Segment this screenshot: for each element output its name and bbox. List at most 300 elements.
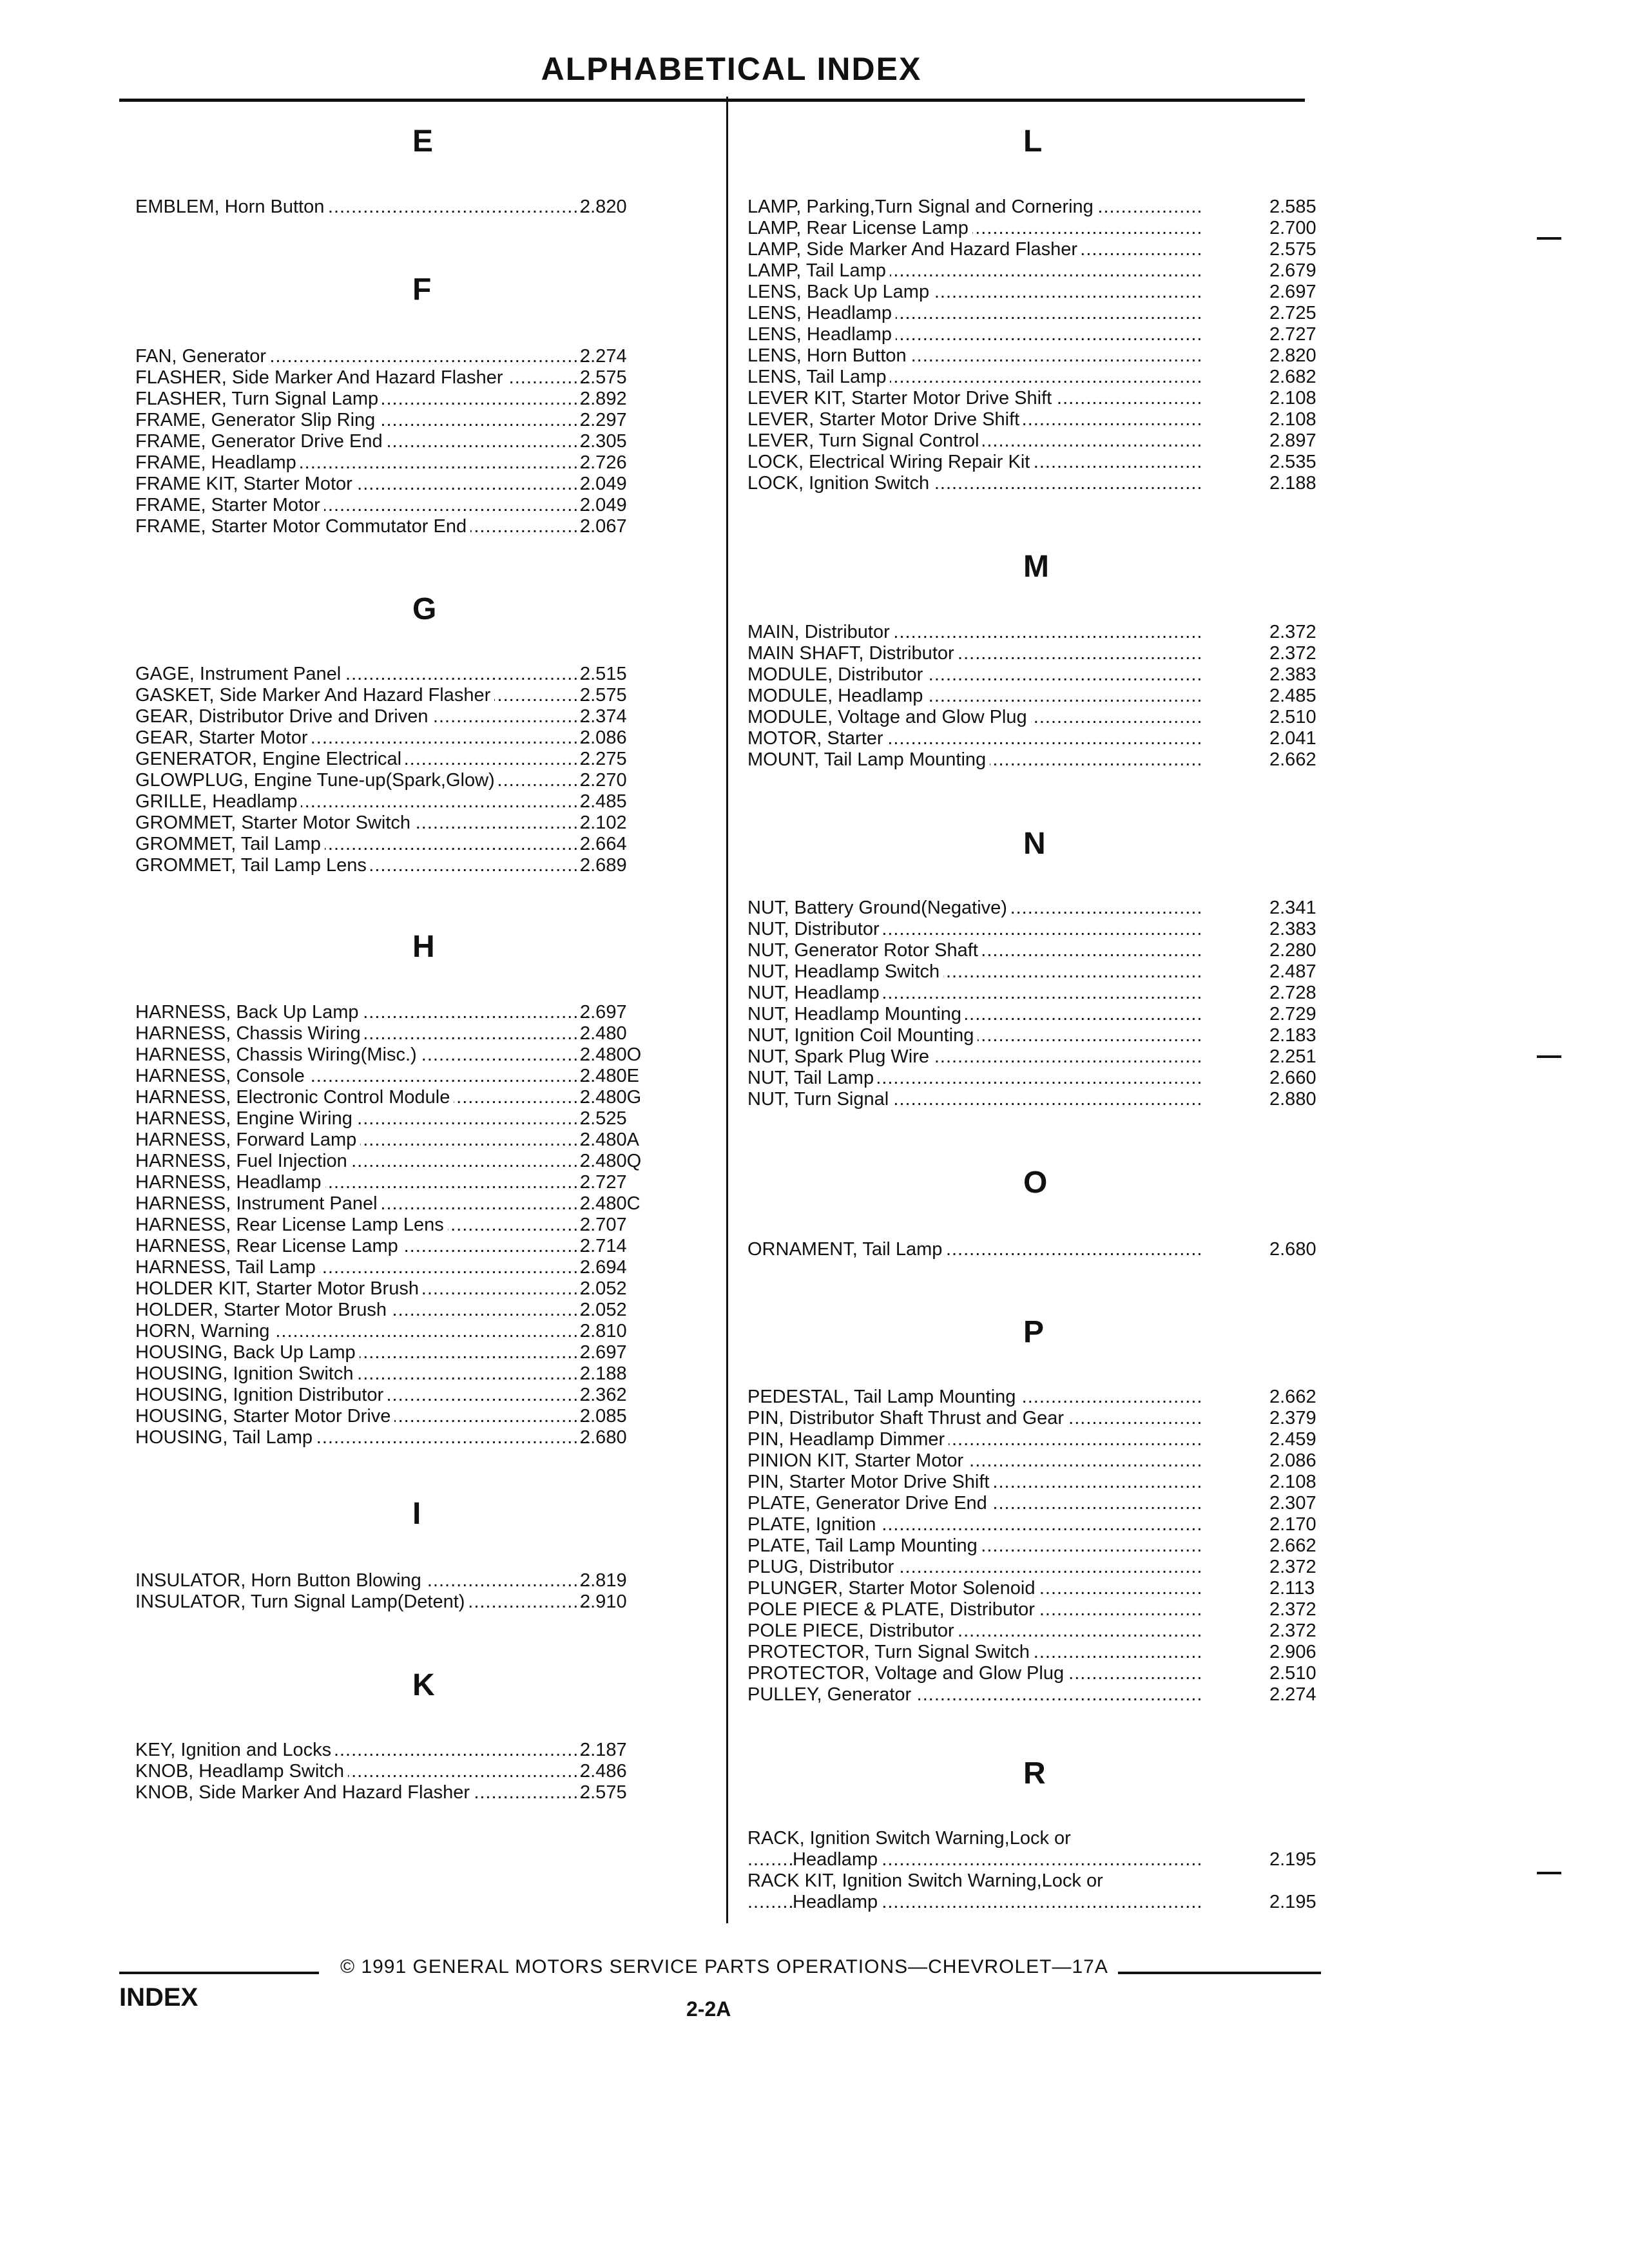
entry-page: 2.535: [1269, 452, 1316, 472]
entry-page: 2.480C: [580, 1193, 641, 1214]
index-entry: [747, 728, 1327, 749]
index-entry-list: [135, 664, 715, 876]
entry-page: 2.187: [580, 1740, 627, 1760]
index-entry: [747, 1828, 1327, 1849]
entry-label: LENS, Headlamp: [747, 324, 896, 345]
entry-page: 2.575: [1269, 239, 1316, 260]
entry-page: 2.274: [580, 346, 627, 367]
entry-page: 2.726: [580, 452, 627, 473]
index-entry: [747, 1068, 1327, 1089]
entry-page: 2.372: [1269, 1620, 1316, 1641]
index-entry: [747, 1642, 1327, 1663]
index-entry: [135, 1002, 715, 1023]
entry-page: 2.067: [580, 516, 627, 537]
index-entry: [135, 452, 715, 474]
index-entry: [747, 898, 1327, 919]
index-entry: [747, 430, 1327, 452]
index-entry: [747, 1493, 1327, 1514]
index-entry-list: [747, 622, 1327, 771]
entry-label: POLE PIECE & PLATE, Distributor: [747, 1599, 1039, 1620]
entry-label: HARNESS, Electronic Control Module: [135, 1087, 454, 1108]
entry-label: MOUNT, Tail Lamp Mounting: [747, 749, 990, 771]
entry-label: HARNESS, Rear License Lamp Lens: [135, 1215, 448, 1236]
entry-page: 2.086: [1269, 1450, 1316, 1471]
index-entry: [135, 1044, 715, 1066]
entry-page: 2.880: [1269, 1089, 1316, 1110]
entry-label: FRAME, Generator Slip Ring: [135, 410, 379, 431]
section-letter: L: [1023, 124, 1043, 159]
entry-label: GLOWPLUG, Engine Tune-up(Spark,Glow): [135, 770, 499, 791]
section-letter: R: [1023, 1756, 1046, 1791]
index-entry-list: [135, 197, 715, 218]
header-rule: [119, 99, 1305, 102]
entry-label: NUT, Ignition Coil Mounting: [747, 1025, 978, 1046]
entry-label: PLUNGER, Starter Motor Solenoid: [747, 1578, 1039, 1599]
index-entry: [135, 1406, 715, 1427]
entry-page: 2.195: [1269, 1892, 1316, 1912]
entry-label: HOUSING, Tail Lamp: [135, 1427, 316, 1448]
entry-page: 2.725: [1269, 303, 1316, 323]
entry-page: 2.680: [580, 1427, 627, 1448]
index-entry: [135, 1570, 715, 1591]
index-entry: [747, 345, 1327, 367]
entry-label: FRAME, Starter Motor: [135, 495, 324, 516]
section-letter: K: [412, 1668, 435, 1702]
index-entry: [747, 983, 1327, 1004]
entry-label: ORNAMENT, Tail Lamp: [747, 1239, 946, 1260]
entry-label: PLATE, Generator Drive End: [747, 1493, 991, 1514]
index-entry: [747, 686, 1327, 707]
entry-page: 2.251: [1269, 1046, 1316, 1067]
entry-label: LENS, Tail Lamp: [747, 367, 890, 388]
index-entry: [135, 1023, 715, 1044]
index-entry: [135, 197, 715, 218]
index-entry: [747, 1046, 1327, 1068]
entry-label: HARNESS, Tail Lamp: [135, 1257, 320, 1278]
index-entry: [747, 367, 1327, 388]
entry-label: FLASHER, Side Marker And Hazard Flasher: [135, 367, 507, 389]
index-entry-list: [747, 197, 1327, 494]
index-entry: [135, 1278, 715, 1300]
entry-page: 2.697: [1269, 282, 1316, 302]
entry-label: LENS, Headlamp: [747, 303, 896, 324]
entry-label: HARNESS, Instrument Panel: [135, 1193, 381, 1215]
entry-page: 2.662: [1269, 749, 1316, 770]
index-entry: [135, 770, 715, 791]
entry-label: PROTECTOR, Turn Signal Switch: [747, 1642, 1034, 1663]
index-entry: [747, 1004, 1327, 1025]
entry-page: 2.195: [1269, 1849, 1316, 1870]
entry-label: HARNESS, Back Up Lamp: [135, 1002, 363, 1023]
index-entry: [135, 1129, 715, 1151]
entry-label: FRAME, Generator Drive End: [135, 431, 387, 452]
index-entry: [135, 1087, 715, 1108]
entry-label: MODULE, Distributor: [747, 664, 927, 686]
index-entry: [747, 961, 1327, 983]
page-number: 2-2A: [686, 1997, 731, 2021]
entry-page: 2.305: [580, 431, 627, 452]
entry-page: 2.515: [580, 664, 627, 684]
index-entry: [135, 1193, 715, 1215]
index-entry: [135, 1236, 715, 1257]
entry-label: FAN, Generator: [135, 346, 270, 367]
index-entry: [747, 1408, 1327, 1429]
index-entry: [135, 1761, 715, 1782]
entry-label: GROMMET, Tail Lamp Lens: [135, 855, 371, 876]
index-entry: [747, 239, 1327, 260]
index-entry: [747, 1239, 1327, 1260]
entry-label: RACK KIT, Ignition Switch Warning,Lock or: [747, 1870, 1107, 1892]
entry-label: RACK, Ignition Switch Warning,Lock or: [747, 1828, 1075, 1849]
index-entry: [135, 749, 715, 770]
index-entry: [135, 1385, 715, 1406]
index-entry: [135, 1427, 715, 1448]
entry-page: 2.480E: [580, 1066, 639, 1086]
index-entry: [747, 1892, 1327, 1913]
entry-page: 2.188: [1269, 473, 1316, 494]
index-entry: [135, 685, 715, 706]
entry-page: 2.480: [580, 1023, 627, 1044]
index-entry-list: [135, 1002, 715, 1448]
entry-page: 2.341: [1269, 898, 1316, 918]
entry-page: 2.510: [1269, 1663, 1316, 1684]
index-entry: [747, 1557, 1327, 1578]
index-entry: [747, 919, 1327, 940]
entry-page: 2.485: [1269, 686, 1316, 706]
section-letter: E: [412, 124, 434, 159]
index-entry-list: [135, 1570, 715, 1613]
entry-label: MAIN SHAFT, Distributor: [747, 643, 958, 664]
entry-label: NUT, Headlamp: [747, 983, 883, 1004]
entry-label: HOLDER KIT, Starter Motor Brush: [135, 1278, 423, 1300]
entry-label: GROMMET, Starter Motor Switch: [135, 812, 414, 834]
entry-label: LAMP, Side Marker And Hazard Flasher: [747, 239, 1081, 260]
entry-page: 2.660: [1269, 1068, 1316, 1088]
entry-label: FLASHER, Turn Signal Lamp: [135, 389, 382, 410]
entry-label: HOUSING, Back Up Lamp: [135, 1342, 360, 1363]
entry-page: 2.374: [580, 706, 627, 727]
entry-page: 2.274: [1269, 1684, 1316, 1705]
entry-page: 2.682: [1269, 367, 1316, 387]
entry-page: 2.664: [580, 834, 627, 854]
entry-page: 2.049: [580, 495, 627, 515]
index-entry: [747, 1472, 1327, 1493]
entry-label: LEVER, Turn Signal Control: [747, 430, 983, 452]
entry-label: GEAR, Starter Motor: [135, 727, 312, 749]
index-entry: [747, 324, 1327, 345]
entry-page: 2.372: [1269, 1599, 1316, 1620]
entry-label: GAGE, Instrument Panel: [135, 664, 345, 685]
entry-page: 2.680: [1269, 1239, 1316, 1260]
entry-page: 2.820: [1269, 345, 1316, 366]
entry-page: 2.727: [580, 1172, 627, 1193]
entry-label: PLATE, Ignition: [747, 1514, 880, 1535]
entry-label: LENS, Horn Button: [747, 345, 911, 367]
entry-label: NUT, Generator Rotor Shaft: [747, 940, 982, 961]
index-entry: [135, 474, 715, 495]
entry-label: PINION KIT, Starter Motor: [747, 1450, 967, 1472]
index-entry: [747, 622, 1327, 643]
index-entry: [135, 367, 715, 389]
margin-mark: [1537, 1055, 1561, 1058]
entry-page: 2.275: [580, 749, 627, 769]
entry-page: 2.362: [580, 1385, 627, 1405]
entry-page: 2.459: [1269, 1429, 1316, 1450]
index-entry-list: [135, 346, 715, 537]
entry-label: LAMP, Tail Lamp: [747, 260, 890, 282]
entry-page: 2.525: [580, 1108, 627, 1129]
entry-page: 2.307: [1269, 1493, 1316, 1514]
section-letter: O: [1023, 1166, 1048, 1200]
index-entry: [135, 1257, 715, 1278]
entry-page: 2.183: [1269, 1025, 1316, 1046]
entry-page: 2.086: [580, 727, 627, 748]
index-entry-list: [135, 1740, 715, 1803]
entry-page: 2.170: [1269, 1514, 1316, 1535]
index-entry: [135, 516, 715, 537]
entry-label: HARNESS, Fuel Injection: [135, 1151, 351, 1172]
entry-page: 2.679: [1269, 260, 1316, 281]
entry-label: MOTOR, Starter: [747, 728, 887, 749]
footer-rule-right: [1118, 1972, 1321, 1974]
entry-page: 2.480O: [580, 1044, 642, 1065]
entry-label: EMBLEM, Horn Button: [135, 197, 328, 218]
index-entry: [135, 1108, 715, 1129]
index-entry: [747, 1663, 1327, 1684]
section-letter: M: [1023, 550, 1049, 584]
entry-label: GENERATOR, Engine Electrical: [135, 749, 405, 770]
entry-page: 2.383: [1269, 919, 1316, 939]
index-entry: [747, 1599, 1327, 1620]
index-entry: [747, 260, 1327, 282]
entry-page: 2.820: [580, 197, 627, 217]
section-label: INDEX: [119, 1983, 198, 2012]
entry-page: 2.728: [1269, 983, 1316, 1003]
index-entry: [135, 346, 715, 367]
entry-page: 2.910: [580, 1591, 627, 1612]
index-entry: [747, 452, 1327, 473]
section-letter: H: [412, 930, 435, 964]
entry-page: 2.906: [1269, 1642, 1316, 1662]
entry-page: 2.689: [580, 855, 627, 876]
section-letter: I: [412, 1497, 421, 1531]
entry-page: 2.108: [1269, 388, 1316, 408]
entry-label: INSULATOR, Horn Button Blowing: [135, 1570, 425, 1591]
entry-label: MODULE, Headlamp: [747, 686, 927, 707]
index-entry: [135, 791, 715, 812]
entry-page: 2.892: [580, 389, 627, 409]
index-entry: [747, 643, 1327, 664]
index-entry: [135, 1342, 715, 1363]
index-entry: [747, 1870, 1327, 1892]
section-letter: F: [412, 273, 432, 307]
entry-page: 2.714: [580, 1236, 627, 1256]
entry-label: HARNESS, Chassis Wiring: [135, 1023, 365, 1044]
index-entry: [747, 707, 1327, 728]
entry-label: NUT, Distributor: [747, 919, 883, 940]
entry-label: KEY, Ignition and Locks: [135, 1740, 335, 1761]
index-entry: [135, 1321, 715, 1342]
copyright-text: © 1991 GENERAL MOTORS SERVICE PARTS OPERATIONS—CHEVROLET—17A: [340, 1956, 1108, 1977]
entry-page: 2.480A: [580, 1129, 639, 1150]
entry-label: Headlamp: [793, 1892, 882, 1913]
entry-page: 2.810: [580, 1321, 627, 1341]
entry-page: 2.052: [580, 1300, 627, 1320]
section-letter: G: [412, 592, 437, 626]
entry-page: 2.707: [580, 1215, 627, 1235]
entry-page: 2.585: [1269, 197, 1316, 217]
entry-label: GROMMET, Tail Lamp: [135, 834, 325, 855]
entry-label: HOUSING, Starter Motor Drive: [135, 1406, 394, 1427]
margin-mark: [1537, 1872, 1561, 1874]
entry-label: PULLEY, Generator: [747, 1684, 915, 1706]
entry-page: 2.372: [1269, 622, 1316, 642]
index-entry: [747, 1514, 1327, 1535]
entry-page: 2.697: [580, 1342, 627, 1363]
entry-page: 2.487: [1269, 961, 1316, 982]
index-entry: [747, 1450, 1327, 1472]
entry-page: 2.729: [1269, 1004, 1316, 1024]
index-entry: [747, 218, 1327, 239]
entry-label: NUT, Tail Lamp: [747, 1068, 878, 1089]
index-entry: [135, 389, 715, 410]
index-entry: [135, 855, 715, 876]
entry-label: HARNESS, Console: [135, 1066, 309, 1087]
entry-page: 2.694: [580, 1257, 627, 1278]
entry-label: LAMP, Rear License Lamp: [747, 218, 972, 239]
entry-page: 2.379: [1269, 1408, 1316, 1428]
entry-label: FRAME, Headlamp: [135, 452, 300, 474]
entry-label: LEVER KIT, Starter Motor Drive Shift: [747, 388, 1055, 409]
index-entry: [747, 1849, 1327, 1870]
index-entry: [135, 1215, 715, 1236]
entry-label: HOUSING, Ignition Switch: [135, 1363, 357, 1385]
entry-label: HARNESS, Headlamp: [135, 1172, 325, 1193]
entry-label: HARNESS, Rear License Lamp: [135, 1236, 402, 1257]
index-entry: [747, 303, 1327, 324]
entry-page: 2.041: [1269, 728, 1316, 749]
entry-label: PLATE, Tail Lamp Mounting: [747, 1535, 981, 1557]
entry-label: FRAME KIT, Starter Motor: [135, 474, 356, 495]
entry-page: 2.049: [580, 474, 627, 494]
entry-page: 2.280: [1269, 940, 1316, 961]
entry-page: 2.575: [580, 1782, 627, 1803]
index-entry: [135, 1591, 715, 1613]
column-divider: [726, 97, 728, 1923]
index-entry: [135, 1363, 715, 1385]
entry-page: 2.383: [1269, 664, 1316, 685]
entry-page: 2.510: [1269, 707, 1316, 727]
index-entry: [747, 664, 1327, 686]
index-entry: [135, 706, 715, 727]
entry-page: 2.188: [580, 1363, 627, 1384]
index-entry: [747, 282, 1327, 303]
entry-page: 2.108: [1269, 409, 1316, 430]
section-letter: N: [1023, 827, 1046, 861]
index-entry: [747, 1025, 1327, 1046]
index-entry: [135, 1782, 715, 1803]
entry-page: 2.372: [1269, 643, 1316, 664]
index-entry: [747, 1089, 1327, 1110]
entry-page: 2.102: [580, 812, 627, 833]
page-title: ALPHABETICAL INDEX: [541, 51, 922, 87]
index-entry: [747, 1535, 1327, 1557]
index-entry: [135, 1172, 715, 1193]
index-entry: [135, 1740, 715, 1761]
index-entry: [747, 1620, 1327, 1642]
entry-label: PEDESTAL, Tail Lamp Mounting: [747, 1387, 1019, 1408]
index-entry: [747, 388, 1327, 409]
entry-page: 2.575: [580, 367, 627, 388]
entry-label: PIN, Distributor Shaft Thrust and Gear: [747, 1408, 1068, 1429]
margin-mark: [1537, 237, 1561, 240]
index-entry: [135, 1066, 715, 1087]
index-entry: [747, 473, 1327, 494]
entry-label: NUT, Spark Plug Wire: [747, 1046, 933, 1068]
index-entry-list: [747, 898, 1327, 1110]
entry-label: HOUSING, Ignition Distributor: [135, 1385, 387, 1406]
index-entry: [747, 749, 1327, 771]
index-entry: [135, 812, 715, 834]
entry-page: 2.113: [1269, 1578, 1315, 1599]
entry-page: 2.485: [580, 791, 627, 812]
entry-page: 2.697: [580, 1002, 627, 1023]
entry-page: 2.480Q: [580, 1151, 642, 1171]
entry-label: Headlamp: [793, 1849, 882, 1870]
entry-label: LOCK, Electrical Wiring Repair Kit: [747, 452, 1034, 473]
index-entry: [135, 727, 715, 749]
entry-label: NUT, Headlamp Mounting: [747, 1004, 965, 1025]
entry-label: HARNESS, Engine Wiring: [135, 1108, 356, 1129]
entry-page: 2.270: [580, 770, 627, 791]
entry-page: 2.662: [1269, 1535, 1316, 1556]
entry-page: 2.108: [1269, 1472, 1316, 1492]
entry-label: GEAR, Distributor Drive and Driven: [135, 706, 432, 727]
entry-label: KNOB, Headlamp Switch: [135, 1761, 348, 1782]
entry-label: NUT, Headlamp Switch: [747, 961, 943, 983]
entry-page: 2.372: [1269, 1557, 1316, 1577]
entry-label: HARNESS, Chassis Wiring(Misc.): [135, 1044, 421, 1066]
entry-page: 2.297: [580, 410, 627, 430]
index-entry: [135, 1151, 715, 1172]
entry-label: HARNESS, Forward Lamp: [135, 1129, 360, 1151]
entry-label: PIN, Starter Motor Drive Shift: [747, 1472, 994, 1493]
entry-label: NUT, Battery Ground(Negative): [747, 898, 1011, 919]
entry-page: 2.662: [1269, 1387, 1316, 1407]
entry-label: INSULATOR, Turn Signal Lamp(Detent): [135, 1591, 468, 1613]
index-entry: [135, 431, 715, 452]
entry-label: LOCK, Ignition Switch: [747, 473, 933, 494]
index-entry-list: [747, 1239, 1327, 1260]
entry-page: 2.085: [580, 1406, 627, 1427]
entry-label: PIN, Headlamp Dimmer: [747, 1429, 949, 1450]
entry-page: 2.052: [580, 1278, 627, 1299]
entry-label: GASKET, Side Marker And Hazard Flasher: [135, 685, 494, 706]
index-entry: [135, 834, 715, 855]
index-entry: [135, 1300, 715, 1321]
index-entry: [135, 495, 715, 516]
section-letter: P: [1023, 1315, 1045, 1349]
entry-label: MODULE, Voltage and Glow Plug: [747, 707, 1031, 728]
index-entry: [747, 197, 1327, 218]
entry-label: LAMP, Parking,Turn Signal and Cornering: [747, 197, 1097, 218]
entry-label: MAIN, Distributor: [747, 622, 894, 643]
index-entry: [747, 940, 1327, 961]
footer-rule-left: [119, 1972, 319, 1974]
entry-page: 2.486: [580, 1761, 627, 1782]
entry-page: 2.480G: [580, 1087, 642, 1108]
index-entry: [747, 1578, 1327, 1599]
